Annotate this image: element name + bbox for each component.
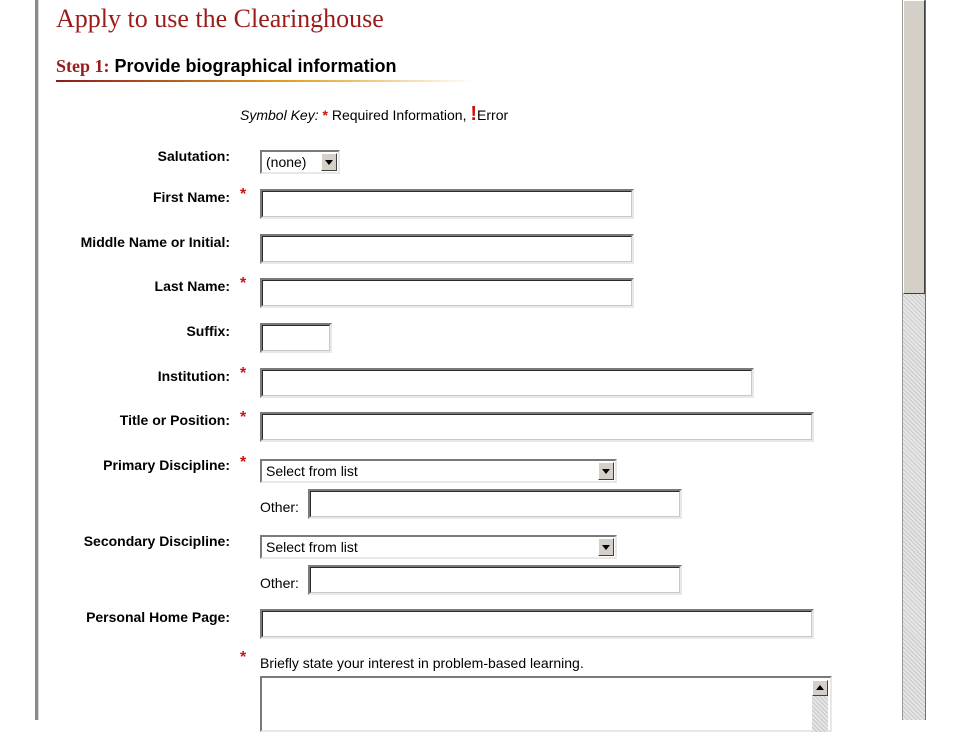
interest-textarea[interactable] (260, 676, 832, 732)
salutation-value: (none) (266, 154, 307, 170)
required-star-icon: * (240, 365, 247, 382)
institution-label: Institution: (157, 368, 230, 384)
window-right-margin (926, 0, 960, 720)
required-info-label: Required Information, (331, 107, 467, 123)
middle-name-input[interactable] (260, 234, 634, 264)
primary-discipline-label: Primary Discipline: (103, 457, 230, 473)
last-name-input[interactable] (260, 278, 634, 308)
first-name-label: First Name: (152, 189, 230, 205)
symbol-key-prefix: Symbol Key: (240, 107, 319, 123)
suffix-input[interactable] (260, 323, 332, 353)
required-star-icon: * (240, 409, 247, 426)
first-name-input[interactable] (260, 189, 634, 219)
title-position-label: Title or Position: (119, 412, 230, 428)
last-name-label: Last Name: (154, 278, 230, 294)
step-number: Step 1: (56, 56, 110, 76)
secondary-other-input[interactable] (308, 565, 682, 595)
scrollbar-thumb[interactable] (903, 0, 925, 294)
scroll-up-icon[interactable] (812, 680, 828, 696)
page-frame-highlight (38, 0, 39, 720)
secondary-discipline-value: Select from list (266, 539, 358, 555)
title-position-input[interactable] (260, 412, 814, 442)
symbol-key (240, 103, 508, 126)
required-star-icon: * (240, 454, 247, 471)
institution-input[interactable] (260, 368, 754, 398)
error-icon: ! (470, 103, 478, 125)
home-page-input[interactable] (260, 609, 814, 639)
suffix-label: Suffix: (186, 323, 230, 339)
required-star-icon: * (240, 649, 247, 666)
required-star-icon: * (240, 275, 247, 292)
secondary-discipline-select[interactable] (260, 535, 617, 559)
secondary-other-label: Other: (260, 575, 299, 591)
chevron-down-icon[interactable] (598, 462, 614, 480)
primary-other-input[interactable] (308, 489, 682, 519)
primary-other-label: Other: (260, 499, 299, 515)
interest-prompt: Briefly state your interest in problem-based learning. (260, 655, 584, 671)
vertical-scrollbar[interactable] (902, 0, 926, 720)
middle-name-label: Middle Name or Initial: (80, 234, 230, 250)
step-underline (56, 80, 476, 82)
secondary-discipline-label: Secondary Discipline: (83, 533, 230, 549)
primary-discipline-value: Select from list (266, 463, 358, 479)
primary-discipline-select[interactable] (260, 459, 617, 483)
step-title: Provide biographical information (114, 56, 397, 76)
error-label: Error (477, 107, 509, 123)
salutation-select[interactable] (260, 150, 340, 174)
page-title: Apply to use the Clearinghouse (56, 4, 384, 33)
chevron-down-icon[interactable] (598, 538, 614, 556)
required-star-icon: * (240, 186, 247, 203)
required-star-icon: * (322, 107, 328, 123)
home-page-label: Personal Home Page: (86, 609, 230, 625)
salutation-label: Salutation: (157, 148, 230, 164)
chevron-down-icon[interactable] (321, 153, 337, 171)
step-heading (56, 56, 397, 77)
textarea-scrollbar[interactable] (812, 680, 828, 732)
